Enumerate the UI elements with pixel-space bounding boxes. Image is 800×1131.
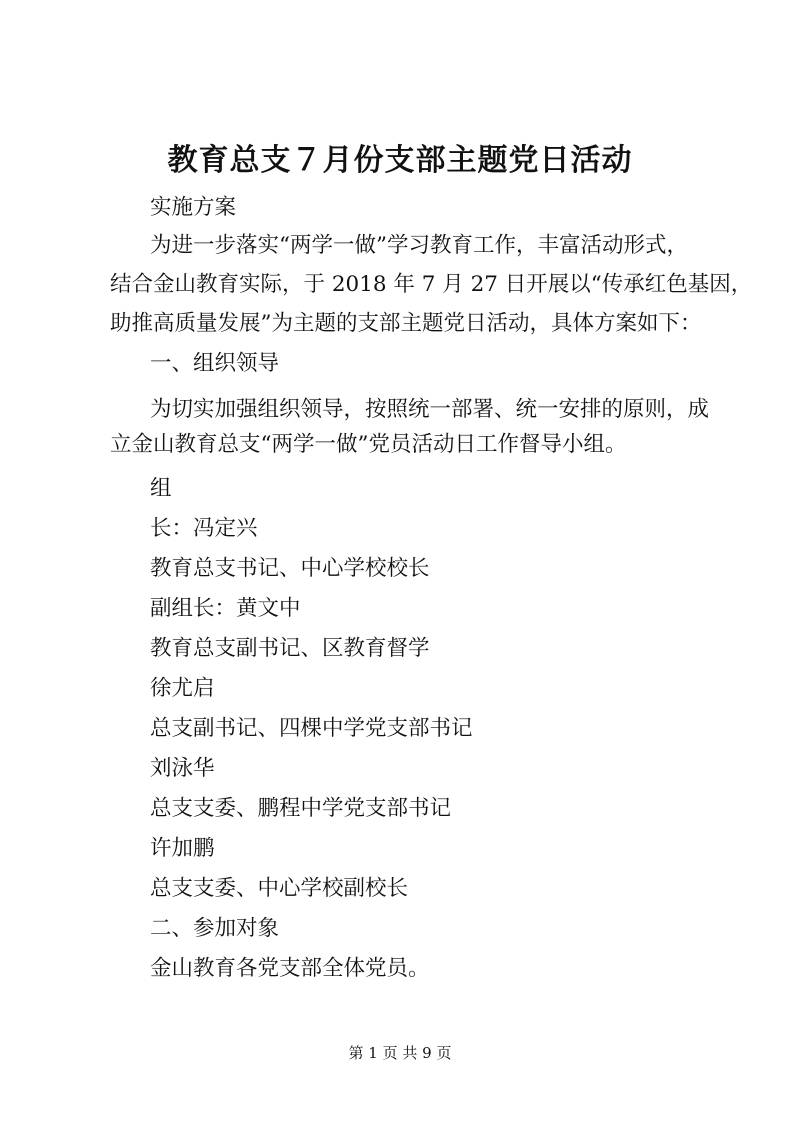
document-title: 教育总支７月份支部主题党日活动 <box>167 143 633 178</box>
page-footer: 第 1 页 共 9 页 <box>348 1044 452 1062</box>
body-line: 为切实加强组织领导，按照统一部署、统一安排的原则，成 <box>150 397 710 422</box>
body-line: 总支支委、鹏程中学党支部书记 <box>150 796 452 821</box>
section-heading: 一、组织领导 <box>150 351 280 376</box>
body-line: 结合金山教育实际，于 2018 年 7 月 27 日开展以“传承红色基因， <box>110 272 753 297</box>
body-line: 组 <box>150 476 172 501</box>
body-line: 徐尤启 <box>150 676 215 701</box>
body-line: 刘泳华 <box>150 756 215 781</box>
body-line: 许加鹏 <box>150 836 215 861</box>
body-line: 总支支委、中心学校副校长 <box>150 876 409 901</box>
body-line: 为进一步落实“两学一做”学习教育工作，丰富活动形式， <box>150 233 688 258</box>
body-line: 助推高质量发展”为主题的支部主题党日活动，具体方案如下： <box>110 311 702 336</box>
body-line: 教育总支书记、中心学校校长 <box>150 556 430 581</box>
body-line: 金山教育各党支部全体党员。 <box>150 956 430 981</box>
body-line: 教育总支副书记、区教育督学 <box>150 636 430 661</box>
body-line: 长：冯定兴 <box>150 516 258 541</box>
body-line: 实施方案 <box>150 195 237 220</box>
body-line: 副组长：黄文中 <box>150 596 301 621</box>
section-heading: 二、参加对象 <box>150 916 280 941</box>
body-line: 立金山教育总支“两学一做”党员活动日工作督导小组。 <box>110 432 627 457</box>
body-line: 总支副书记、四棵中学党支部书记 <box>150 716 473 741</box>
